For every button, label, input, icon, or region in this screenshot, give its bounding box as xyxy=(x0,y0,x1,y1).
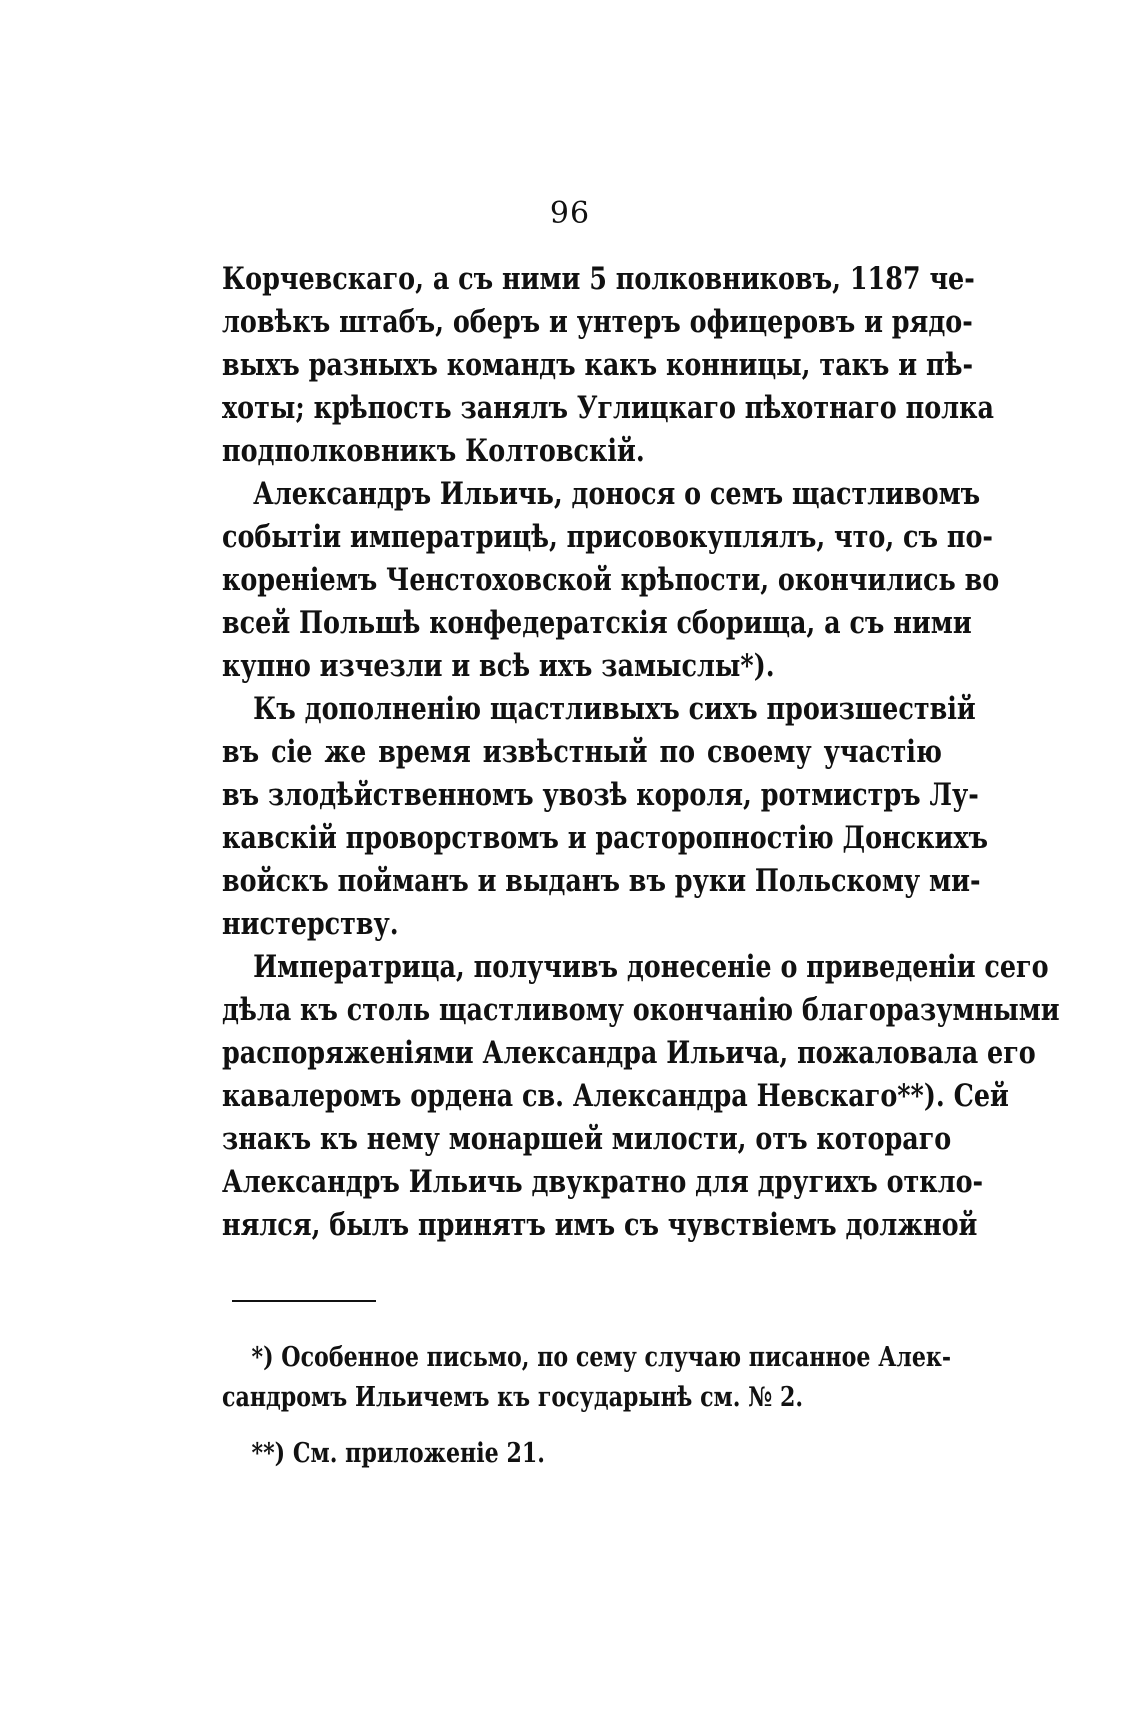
text-line: дѣла къ столь щастливому окончанію благоразумными xyxy=(222,992,1060,1028)
text-line: Александръ Ильичь двукратно для другихъ откло- xyxy=(222,1164,984,1200)
text-line: событіи императрицѣ, присовокуплялъ, что, съ по- xyxy=(222,519,993,555)
text-line: Корчевскаго, а съ ними 5 полковниковъ, 1187 че- xyxy=(222,261,975,297)
footnote-1-line: сандромъ Ильичемъ къ государынѣ см. № 2. xyxy=(222,1382,804,1413)
text-line: всей Польшѣ конфедератскія сборища, а съ ними xyxy=(222,605,972,641)
text-line: подполковникъ Колтовскій. xyxy=(222,433,645,469)
text-line: нялся, былъ принятъ имъ съ чувствіемъ должной xyxy=(222,1207,978,1243)
text-line: хоты; крѣпость занялъ Углицкаго пѣхотнаго полка xyxy=(222,390,994,426)
text-line: кавалеромъ ордена св. Александра Невскаго**). Сей xyxy=(222,1078,1009,1114)
text-line: нистерству. xyxy=(222,906,399,942)
text-line: купно изчезли и всѣ ихъ замыслы*). xyxy=(222,648,775,684)
footnote-1-line: *) Особенное письмо, по сему случаю писанное Алек- xyxy=(251,1342,952,1373)
body-text xyxy=(222,258,1060,1247)
page-number: 96 xyxy=(549,196,591,231)
footnote-2-line: **) См. приложеніе 21. xyxy=(251,1438,545,1469)
text-line: выхъ разныхъ командъ какъ конницы, такъ и пѣ- xyxy=(222,347,974,383)
text-line: кореніемъ Ченстоховской крѣпости, окончились во xyxy=(222,562,1000,598)
footnote-separator xyxy=(232,1300,376,1302)
paragraph-start-line: Александръ Ильичь, донося о семъ щастливомъ xyxy=(253,476,981,512)
text-line: въ злодѣйственномъ увозѣ короля, ротмистръ Лу- xyxy=(222,777,979,813)
text-line: распоряженіями Александра Ильича, пожаловала его xyxy=(222,1035,1036,1071)
text-line: ловѣкъ штабъ, оберъ и унтеръ офицеровъ и рядо- xyxy=(222,304,973,340)
text-line: войскъ пойманъ и выданъ въ руки Польскому ми- xyxy=(222,863,981,899)
paragraph-start-line: Императрица, получивъ донесеніе о приведеніи сего xyxy=(253,949,1049,985)
footnotes xyxy=(222,1338,952,1474)
text-line: кавскій проворствомъ и расторопностію Донскихъ xyxy=(222,820,989,856)
text-line: въ сіе же время извѣстный по своему участію xyxy=(222,734,942,770)
text-line: знакъ къ нему монаршей милости, отъ котораго xyxy=(222,1121,952,1157)
paragraph-start-line: Къ дополненію щастливыхъ сихъ произшествій xyxy=(253,691,976,727)
